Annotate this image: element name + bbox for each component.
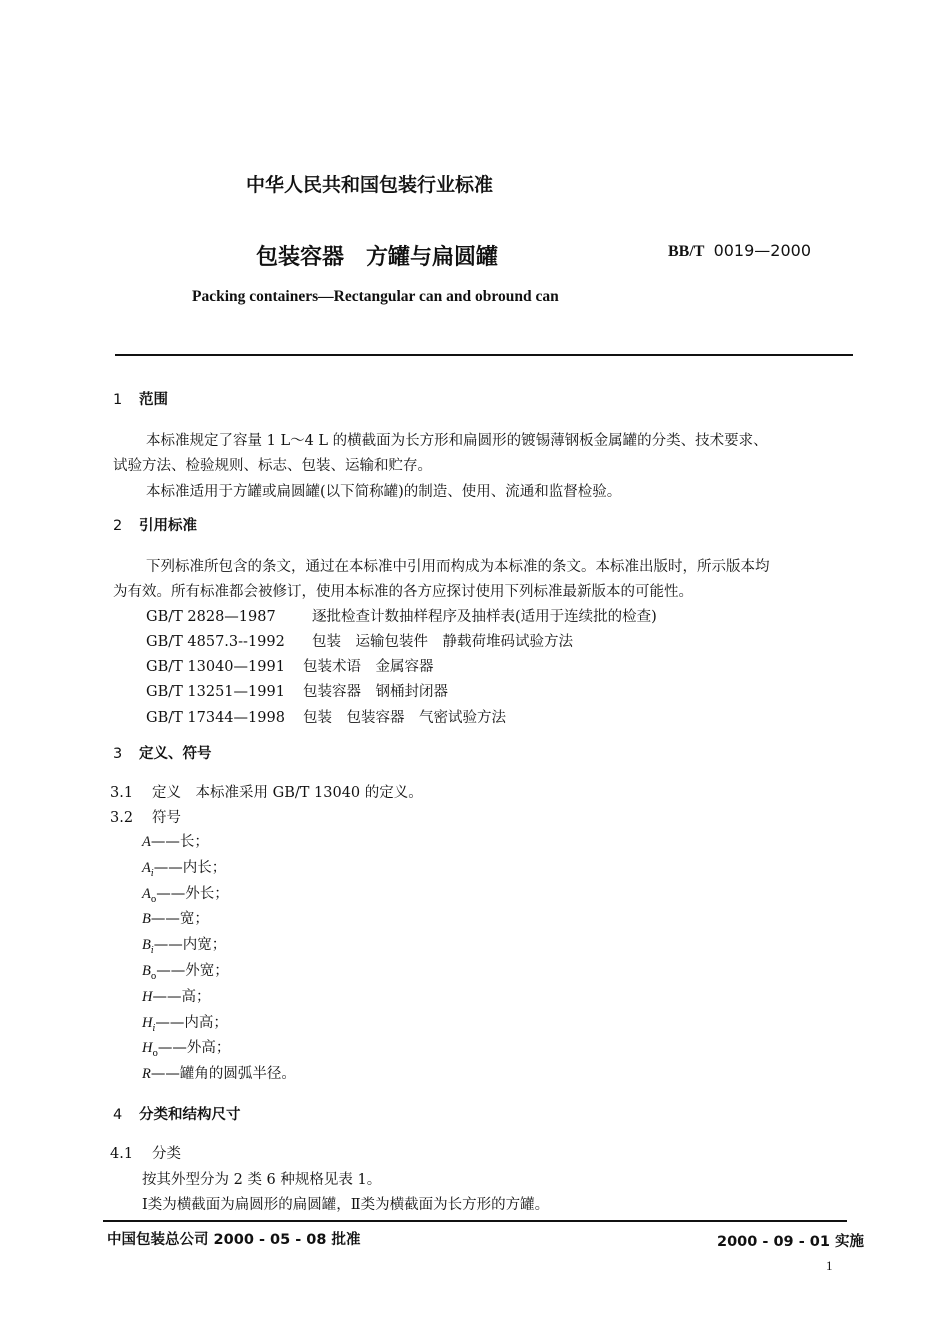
symbol-subscript: o bbox=[150, 894, 157, 905]
document-title-en: Packing containers—Rectangular can and obround can bbox=[192, 288, 559, 305]
section-4-title: 分类和结构尺寸 bbox=[139, 1107, 241, 1123]
symbol-letter: A bbox=[142, 834, 151, 850]
section-4-para-2: Ⅰ类为横截面为扁圆形的扁圆罐，Ⅱ类为横截面为长方形的方罐。 bbox=[142, 1197, 550, 1213]
subsection-4-1 bbox=[110, 1142, 181, 1163]
reference-standard-item bbox=[146, 655, 434, 676]
symbol-letter: A bbox=[142, 885, 151, 902]
symbol-description: ——罐角的圆弧半径。 bbox=[150, 1066, 296, 1083]
subsection-3-2 bbox=[110, 806, 181, 827]
symbol-item bbox=[142, 830, 209, 851]
symbol-description: ——宽； bbox=[150, 911, 209, 928]
symbol-letter: H bbox=[142, 988, 153, 1005]
reference-title: 包装术语 金属容器 bbox=[303, 659, 434, 675]
section-3-number: 3 bbox=[113, 746, 123, 762]
symbol-letter: R bbox=[142, 1066, 151, 1083]
symbol-description: ——内高； bbox=[155, 1014, 228, 1031]
reference-code: GB/T 13251—1991 bbox=[146, 684, 285, 700]
section-3-title: 定义、符号 bbox=[139, 746, 212, 762]
section-2-para-line-2: 为有效。所有标准都会被修订，使用本标准的各方应探讨使用下列标准最新版本的可能性。 bbox=[113, 584, 693, 600]
symbol-description: ——外宽； bbox=[156, 963, 229, 979]
symbol-letter: H bbox=[142, 1040, 153, 1057]
reference-code: GB/T 13040—1991 bbox=[146, 659, 285, 675]
symbol-item bbox=[142, 959, 229, 982]
section-1-title: 范围 bbox=[139, 392, 168, 408]
section-4-para-1: 按其外型分为 2 类 6 种规格见表 1。 bbox=[142, 1172, 382, 1188]
symbol-subscript: o bbox=[150, 971, 157, 982]
reference-title: 包装 包装容器 气密试验方法 bbox=[303, 710, 506, 726]
subsection-4-1-number: 4.1 bbox=[110, 1146, 134, 1162]
subsection-3-1 bbox=[110, 781, 423, 802]
header-divider bbox=[115, 354, 853, 356]
subsection-3-1-text: 定义 本标准采用 GB/T 13040 的定义。 bbox=[152, 785, 423, 801]
standard-number-value: 0019—2000 bbox=[713, 241, 811, 260]
reference-code: GB/T 4857.3--1992 bbox=[146, 634, 285, 650]
symbol-description: ——长； bbox=[150, 834, 209, 850]
section-1-heading bbox=[113, 388, 168, 409]
symbol-description: ——内宽； bbox=[153, 937, 227, 954]
section-2-title: 引用标准 bbox=[139, 518, 197, 534]
reference-standard-item bbox=[146, 605, 657, 626]
section-1-number: 1 bbox=[113, 392, 123, 408]
symbol-description: ——外长； bbox=[156, 885, 229, 902]
symbol-item bbox=[142, 907, 209, 928]
reference-title: 逐批检查计数抽样程序及抽样表(适用于连续批的检查) bbox=[312, 609, 657, 625]
section-1-para-1-line-2: 试验方法、检验规则、标志、包装、运输和贮存。 bbox=[113, 458, 432, 474]
subsection-3-2-text: 符号 bbox=[152, 810, 181, 826]
reference-code: GB/T 17344—1998 bbox=[146, 710, 285, 726]
section-1-para-1-line-1: 本标准规定了容量 1 L～4 L 的横截面为长方形和扁圆形的镀锡薄钢板金属罐的分类、技术要求、 bbox=[146, 433, 768, 449]
industry-standard-line: 中华人民共和国包装行业标准 bbox=[246, 174, 494, 196]
reference-standard-item bbox=[146, 680, 448, 701]
symbol-item bbox=[142, 882, 229, 905]
page-number: 1 bbox=[826, 1258, 833, 1273]
symbol-letter: B bbox=[142, 937, 151, 954]
section-2-heading bbox=[113, 514, 197, 535]
standard-number-prefix: BB/T bbox=[668, 243, 705, 260]
section-2-number: 2 bbox=[113, 518, 123, 534]
symbol-subscript: o bbox=[152, 1049, 158, 1060]
symbol-subscript: i bbox=[150, 868, 154, 879]
symbol-letter: B bbox=[142, 911, 151, 928]
section-1-para-2: 本标准适用于方罐或扁圆罐(以下简称罐)的制造、使用、流通和监督检验。 bbox=[146, 484, 622, 500]
symbol-letter: B bbox=[142, 963, 151, 979]
symbol-letter: A bbox=[142, 859, 151, 876]
reference-code: GB/T 2828—1987 bbox=[146, 609, 276, 625]
symbol-item bbox=[142, 1011, 228, 1034]
reference-title: 包装容器 钢桶封闭器 bbox=[303, 684, 448, 700]
section-4-heading bbox=[113, 1103, 241, 1124]
symbol-item bbox=[142, 985, 210, 1006]
standard-number bbox=[668, 241, 811, 261]
subsection-3-2-number: 3.2 bbox=[110, 810, 134, 826]
reference-title: 包装 运输包装件 静载荷堆码试验方法 bbox=[312, 634, 573, 650]
section-2-para-line-1: 下列标准所包含的条文，通过在本标准中引用而构成为本标准的条文。本标准出版时，所示版本均 bbox=[146, 559, 770, 575]
section-4-number: 4 bbox=[113, 1107, 123, 1123]
symbol-item bbox=[142, 1036, 230, 1059]
footer-divider bbox=[103, 1220, 847, 1222]
symbol-subscript: i bbox=[150, 946, 154, 957]
symbol-item bbox=[142, 1062, 296, 1083]
subsection-4-1-text: 分类 bbox=[152, 1146, 181, 1162]
effective-date-line: 2000 - 09 - 01 实施 bbox=[717, 1234, 864, 1250]
section-3-heading bbox=[113, 742, 212, 763]
reference-standard-item bbox=[146, 706, 506, 727]
symbol-description: ——外高； bbox=[157, 1040, 231, 1057]
symbol-letter: H bbox=[142, 1014, 153, 1031]
reference-standard-item bbox=[146, 630, 573, 651]
subsection-3-1-number: 3.1 bbox=[110, 785, 134, 801]
approval-line: 中国包装总公司 2000 - 05 - 08 批准 bbox=[107, 1232, 361, 1248]
document-title-cn: 包装容器 方罐与扁圆罐 bbox=[256, 245, 499, 270]
symbol-description: ——高； bbox=[152, 988, 211, 1005]
symbol-item bbox=[142, 933, 226, 956]
symbol-subscript: i bbox=[152, 1023, 156, 1034]
symbol-description: ——内长； bbox=[153, 859, 227, 876]
symbol-item bbox=[142, 856, 226, 879]
